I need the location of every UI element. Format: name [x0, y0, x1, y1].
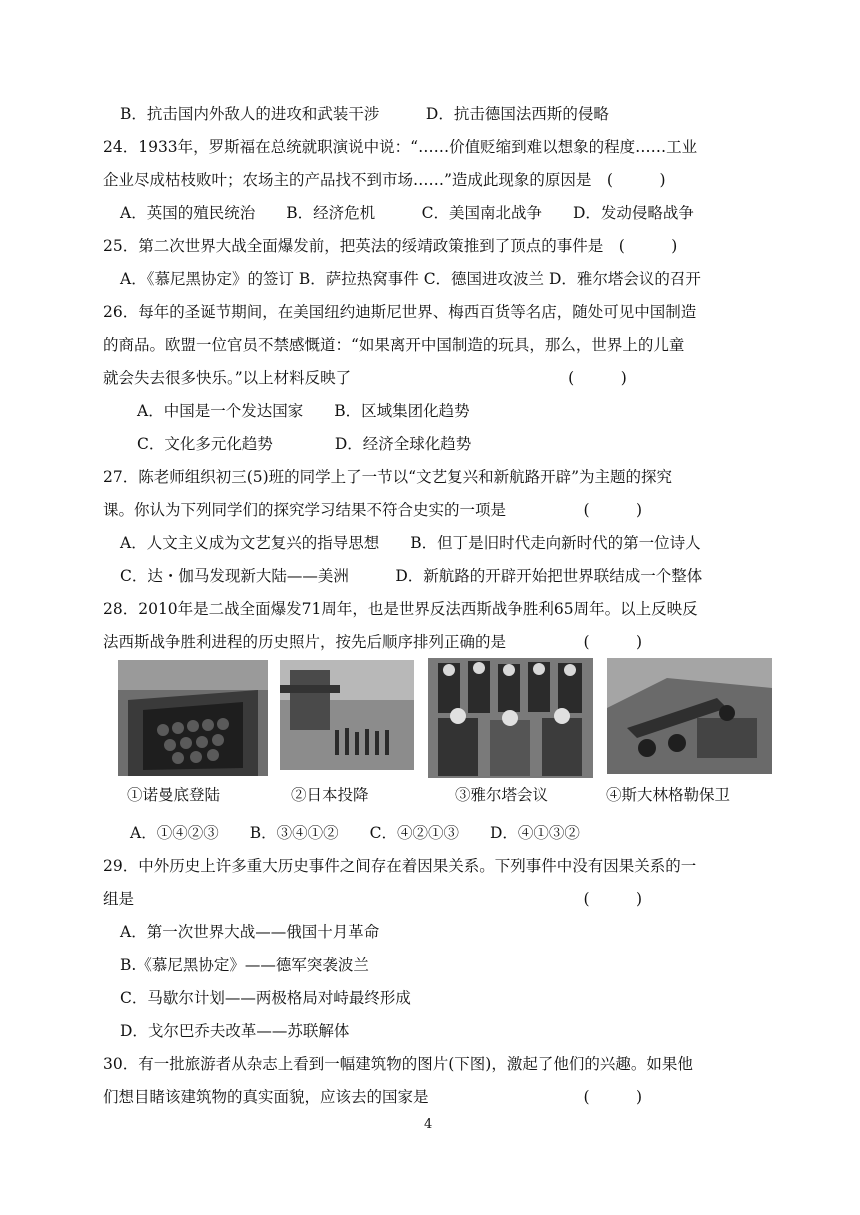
q28-options: A．①④②③ B．③④①② C．④②①③ D．④①③② — [130, 824, 580, 842]
q25-options: A．《慕尼黑协定》的签订 B．萨拉热窝事件 C．德国进攻波兰 D．雅尔塔会议的召开 — [120, 270, 701, 288]
q27-stem-line1: 27．陈老师组织初三(5)班的同学上了一节以“文艺复兴和新航路开辟”为主题的探究 — [103, 468, 673, 486]
q26-stem-line1: 26．每年的圣诞节期间，在美国纽约迪斯尼世界、梅西百货等名店，随处可见中国制造 — [103, 303, 697, 321]
photo-yalta-conference — [428, 658, 593, 778]
q28-stem-line1: 28．2010年是二战全面爆发71周年，也是世界反法西斯战争胜利65周年。以上反映反 — [103, 600, 698, 618]
caption-stalingrad: ④斯大林格勒保卫 — [606, 786, 731, 804]
q29-option-d: D．戈尔巴乔夫改革——苏联解体 — [120, 1022, 350, 1040]
q28-stem-line2: 法西斯战争胜利进程的历史照片，按先后顺序排列正确的是 ( ) — [103, 633, 643, 651]
q26-options-ab: A．中国是一个发达国家 B．区域集团化趋势 — [137, 402, 470, 420]
caption-japan-surrender: ②日本投降 — [291, 786, 369, 804]
q29-stem-line2: 组是 ( ) — [103, 890, 643, 908]
q27-options-ab: A．人文主义成为文艺复兴的指导思想 B．但丁是旧时代走向新时代的第一位诗人 — [120, 534, 701, 552]
q30-stem-line1: 30．有一批旅游者从杂志上看到一幅建筑物的图片(下图)，激起了他们的兴趣。如果他 — [103, 1055, 693, 1073]
q25-stem: 25．第二次世界大战全面爆发前，把英法的绥靖政策推到了顶点的事件是 ( ) — [103, 237, 678, 255]
q24-stem-line1: 24．1933年，罗斯福在总统就职演说中说：“……价值贬缩到难以想象的程度……工业 — [103, 138, 698, 156]
q30-stem-line2: 们想目睹该建筑物的真实面貌，应该去的国家是 ( ) — [103, 1088, 643, 1106]
q24-stem-line2: 企业尽成枯枝败叶；农场主的产品找不到市场……”造成此现象的原因是 ( ) — [103, 171, 666, 189]
q27-options-cd: C．达・伽马发现新大陆——美洲 D．新航路的开辟开始把世界联结成一个整体 — [120, 567, 703, 585]
q27-stem-line2: 课。你认为下列同学们的探究学习结果不符合史实的一项是 ( ) — [103, 501, 643, 519]
caption-normandy: ①诺曼底登陆 — [127, 786, 221, 804]
photo-normandy-landing — [118, 660, 268, 776]
page-number: 4 — [424, 1117, 433, 1132]
q26-stem-line3: 就会失去很多快乐。”以上材料反映了 ( ) — [103, 369, 627, 387]
photo-japan-surrender — [280, 660, 414, 770]
q26-options-cd: C．文化多元化趋势 D．经济全球化趋势 — [137, 435, 472, 453]
q23-option-b: B．抗击国内外敌人的进攻和武装干涉 D．抗击德国法西斯的侵略 — [120, 105, 609, 123]
q29-option-a: A．第一次世界大战——俄国十月革命 — [120, 923, 380, 941]
photo-stalingrad-defense — [607, 658, 772, 774]
q29-stem-line1: 29．中外历史上许多重大历史事件之间存在着因果关系。下列事件中没有因果关系的一 — [103, 857, 697, 875]
q29-option-b: B.《慕尼黑协定》——德军突袭波兰 — [120, 956, 369, 974]
q29-option-c: C．马歇尔计划——两极格局对峙最终形成 — [120, 989, 411, 1007]
q26-stem-line2: 的商品。欧盟一位官员不禁感慨道：“如果离开中国制造的玩具，那么，世界上的儿童 — [103, 336, 685, 354]
q24-options: A．英国的殖民统治 B．经济危机 C．美国南北战争 D．发动侵略战争 — [120, 204, 694, 222]
caption-yalta: ③雅尔塔会议 — [455, 786, 549, 804]
